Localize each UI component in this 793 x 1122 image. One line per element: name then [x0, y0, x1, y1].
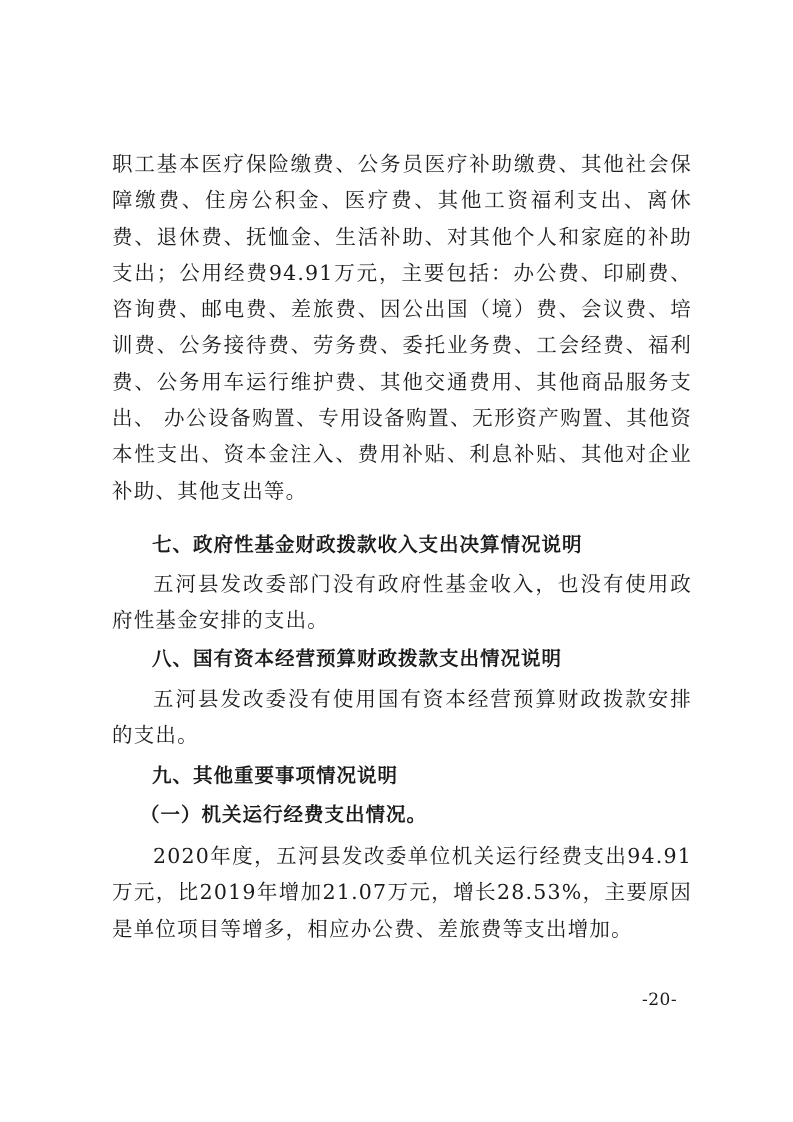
section-heading-9: 九、其他重要事项情况说明	[152, 764, 399, 787]
subsection-heading-9-1: （一）机关运行经费支出情况。	[140, 803, 428, 826]
paragraph-state-capital: 五河县发改委没有使用国有资本经营预算财政拨款安排的支出。	[112, 687, 692, 748]
page-number: -20-	[642, 990, 678, 1010]
paragraph-fund-budget: 五河县发改委部门没有政府性基金收入，也没有使用政府性基金安排的支出。	[112, 572, 692, 633]
section-heading-7: 七、政府性基金财政拨款收入支出决算情况说明	[152, 533, 583, 556]
section-heading-8: 八、国有资本经营预算财政拨款支出情况说明	[152, 647, 563, 670]
paragraph-expense-list: 职工基本医疗保险缴费、公务员医疗补助缴费、其他社会保障缴费、住房公积金、医疗费、其他工资福利支出、离休费、退休费、抚恤金、生活补助、对其他个人和家庭的补助支出；公用经费94.91万元，主要包括：办公费、印刷费、咨询费、邮电费、差旅费、因公出国（境）费、会议费、培训费、公务接待费、劳务费、委托业务费、工会经费、福利费、公务用车运行维护费、其他交通费用、其他商品服务支出、 办公设备购置、专用设备购置、无形资产购置、其他资本性支出、资本金注入、费用补贴、利息补贴、其他对企业补助、其他支出等。	[112, 152, 692, 503]
paragraph-operating-costs: 2020年度，五河县发改委单位机关运行经费支出94.91万元，比2019年增加21.07万元，增长28.53%，主要原因是单位项目等增多，相应办公费、差旅费等支出增加。	[112, 844, 692, 941]
